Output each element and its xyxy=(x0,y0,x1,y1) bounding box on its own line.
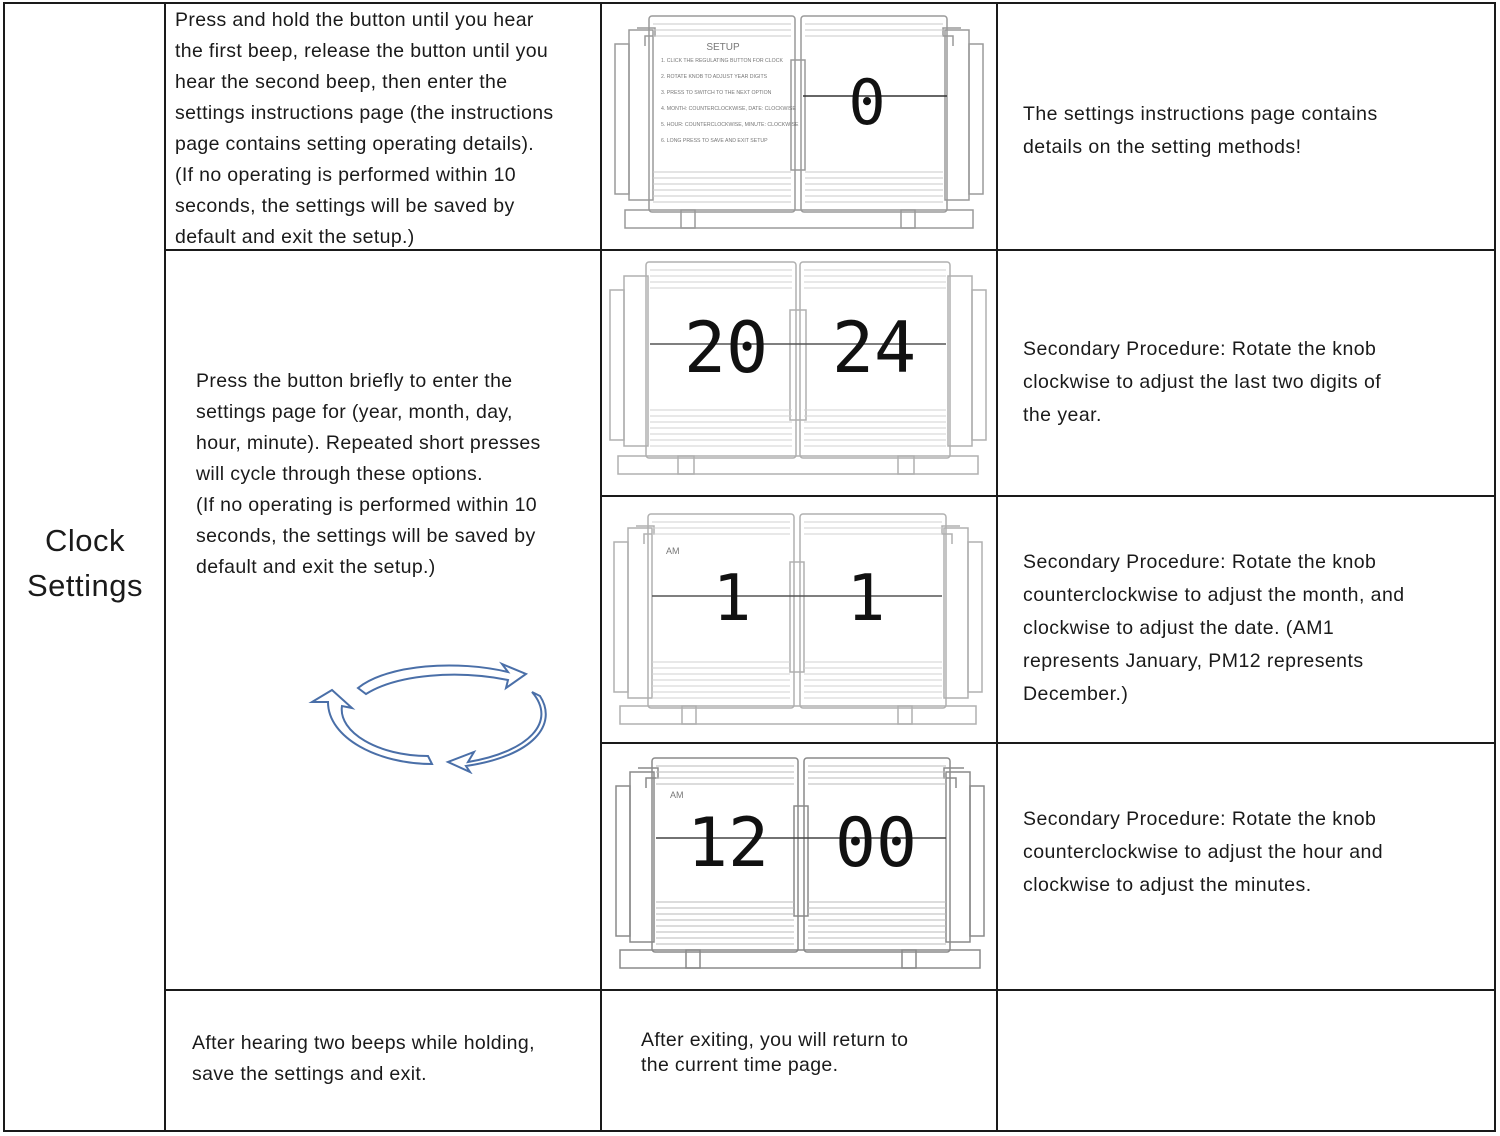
description-instructions-page: The settings instructions page contains details on the setting methods! xyxy=(1023,103,1378,158)
description-hour-minute: Secondary Procedure: Rotate the knob counterclockwise to adjust the hour and clockwise to adjust the minutes. xyxy=(1023,808,1384,896)
description-year: Secondary Procedure: Rotate the knob clockwise to adjust the last two digits of the year. xyxy=(1023,338,1382,426)
clock-display-hour-minute xyxy=(614,756,986,970)
description-month-date: Secondary Procedure: Rotate the knob counterclockwise to adjust the month, and clockwise to adjust the date. (AM1 represents January, PM12 represents December.) xyxy=(1023,551,1405,705)
setup-line: 6. LONG PRESS TO SAVE AND EXIT SETUP xyxy=(661,138,768,144)
result-text-exit: After exiting, you will return to the current time page. xyxy=(641,1029,909,1076)
setup-line: 2. ROTATE KNOB TO ADJUST YEAR DIGITS xyxy=(661,74,768,80)
column-divider-3 xyxy=(996,2,998,1132)
cycle-arrows-icon xyxy=(308,652,556,779)
am-indicator: AM xyxy=(666,546,680,556)
row-divider-4 xyxy=(164,989,1496,991)
row-divider-2 xyxy=(600,495,1496,497)
setup-line: 4. MONTH: COUNTERCLOCKWISE, DATE: CLOCKWISE xyxy=(661,106,796,112)
left-flap-digits: 12 xyxy=(687,804,769,883)
setup-line: 5. HOUR: COUNTERCLOCKWISE, MINUTE: CLOCKWISE xyxy=(661,122,799,128)
column-divider-2 xyxy=(600,2,602,1132)
setup-label: SETUP xyxy=(706,42,740,53)
right-flap-digits: 00 xyxy=(835,804,917,883)
action-text-long-press: Press and hold the button until you hear the first beep, release the button until you hear the second beep, then enter the settings instructions page (the instructions page contains setting operating details). (If no operating is performed within 10 seconds, the settings will be saved by default and exit the setup.) xyxy=(175,9,554,248)
setup-line: 3. PRESS TO SWITCH TO THE NEXT OPTION xyxy=(661,90,772,96)
table-border-right xyxy=(1494,2,1496,1132)
left-flap-digits: 20 xyxy=(683,307,769,389)
clock-display-setup xyxy=(613,12,985,232)
table-border-bottom xyxy=(3,1130,1496,1132)
clock-display-year xyxy=(608,260,988,476)
row-divider-3 xyxy=(600,742,1496,744)
clock-display-month-date xyxy=(612,512,984,726)
action-text-save-exit: After hearing two beeps while holding, save the settings and exit. xyxy=(192,1032,535,1085)
section-title: Clock Settings xyxy=(26,523,143,603)
action-text-short-press: Press the button briefly to enter the settings page for (year, month, day, hour, minute). Repeated short presses will cycle through these options. (If no operating is performed within 10 seconds, the settings will be saved by default and exit the setup.) xyxy=(196,370,541,578)
right-flap-digits: 0 xyxy=(848,66,886,139)
left-flap-digits: 1 xyxy=(712,562,752,636)
am-indicator: AM xyxy=(670,790,684,800)
table-border-top xyxy=(3,2,1496,4)
right-flap-digits: 1 xyxy=(846,562,886,636)
right-flap-digits: 24 xyxy=(831,307,917,389)
setup-line: 1. CLICK THE REGULATING BUTTON FOR CLOCK xyxy=(661,58,783,64)
